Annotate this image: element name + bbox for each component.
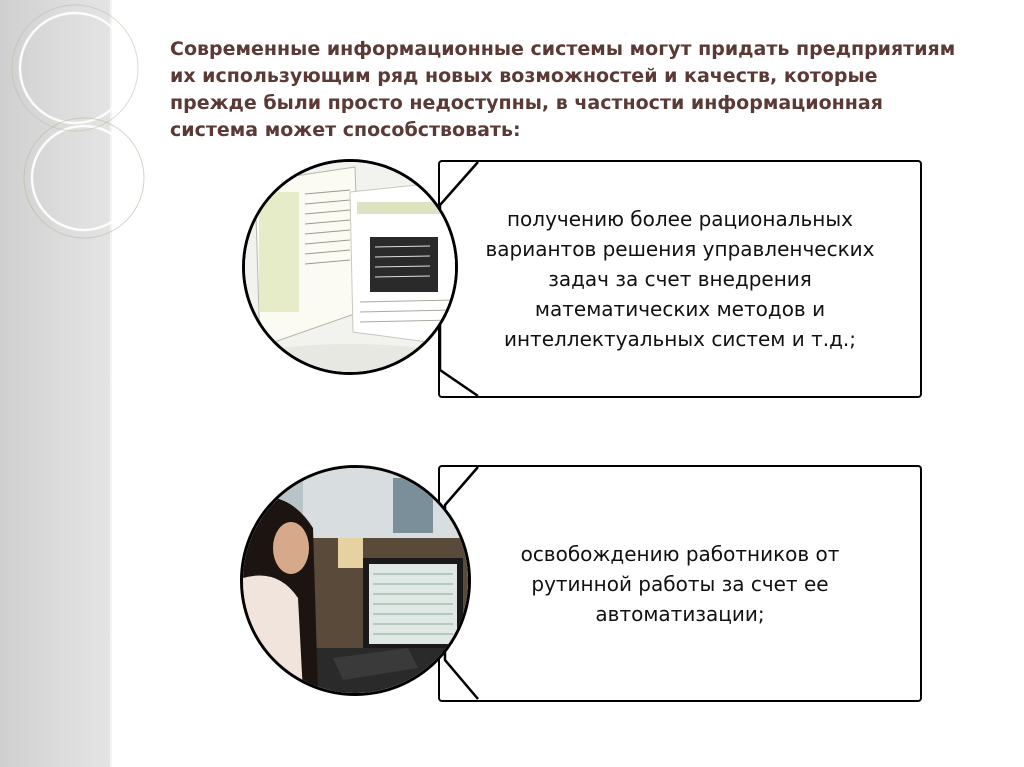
info-box-2	[438, 465, 922, 702]
slide-title: Современные информационные системы могут придать предприятиям их использующим ряд новых возможностей и качеств, которые прежде были просто недоступны, в частности информационная система может способствовать:	[170, 38, 956, 141]
decorative-rings-icon	[0, 0, 160, 260]
office-worker-photo	[240, 465, 471, 696]
info-box-1-text: получению более рациональных вариантов решения управленческих задач за счет внедрения математических методов и интеллектуальных систем и т.д.;	[485, 207, 875, 351]
info-box-2-text: освобождению работников от рутинной работы за счет ее автоматизации;	[520, 541, 840, 626]
info-box-1	[438, 160, 922, 398]
software-screens-photo	[242, 159, 458, 375]
